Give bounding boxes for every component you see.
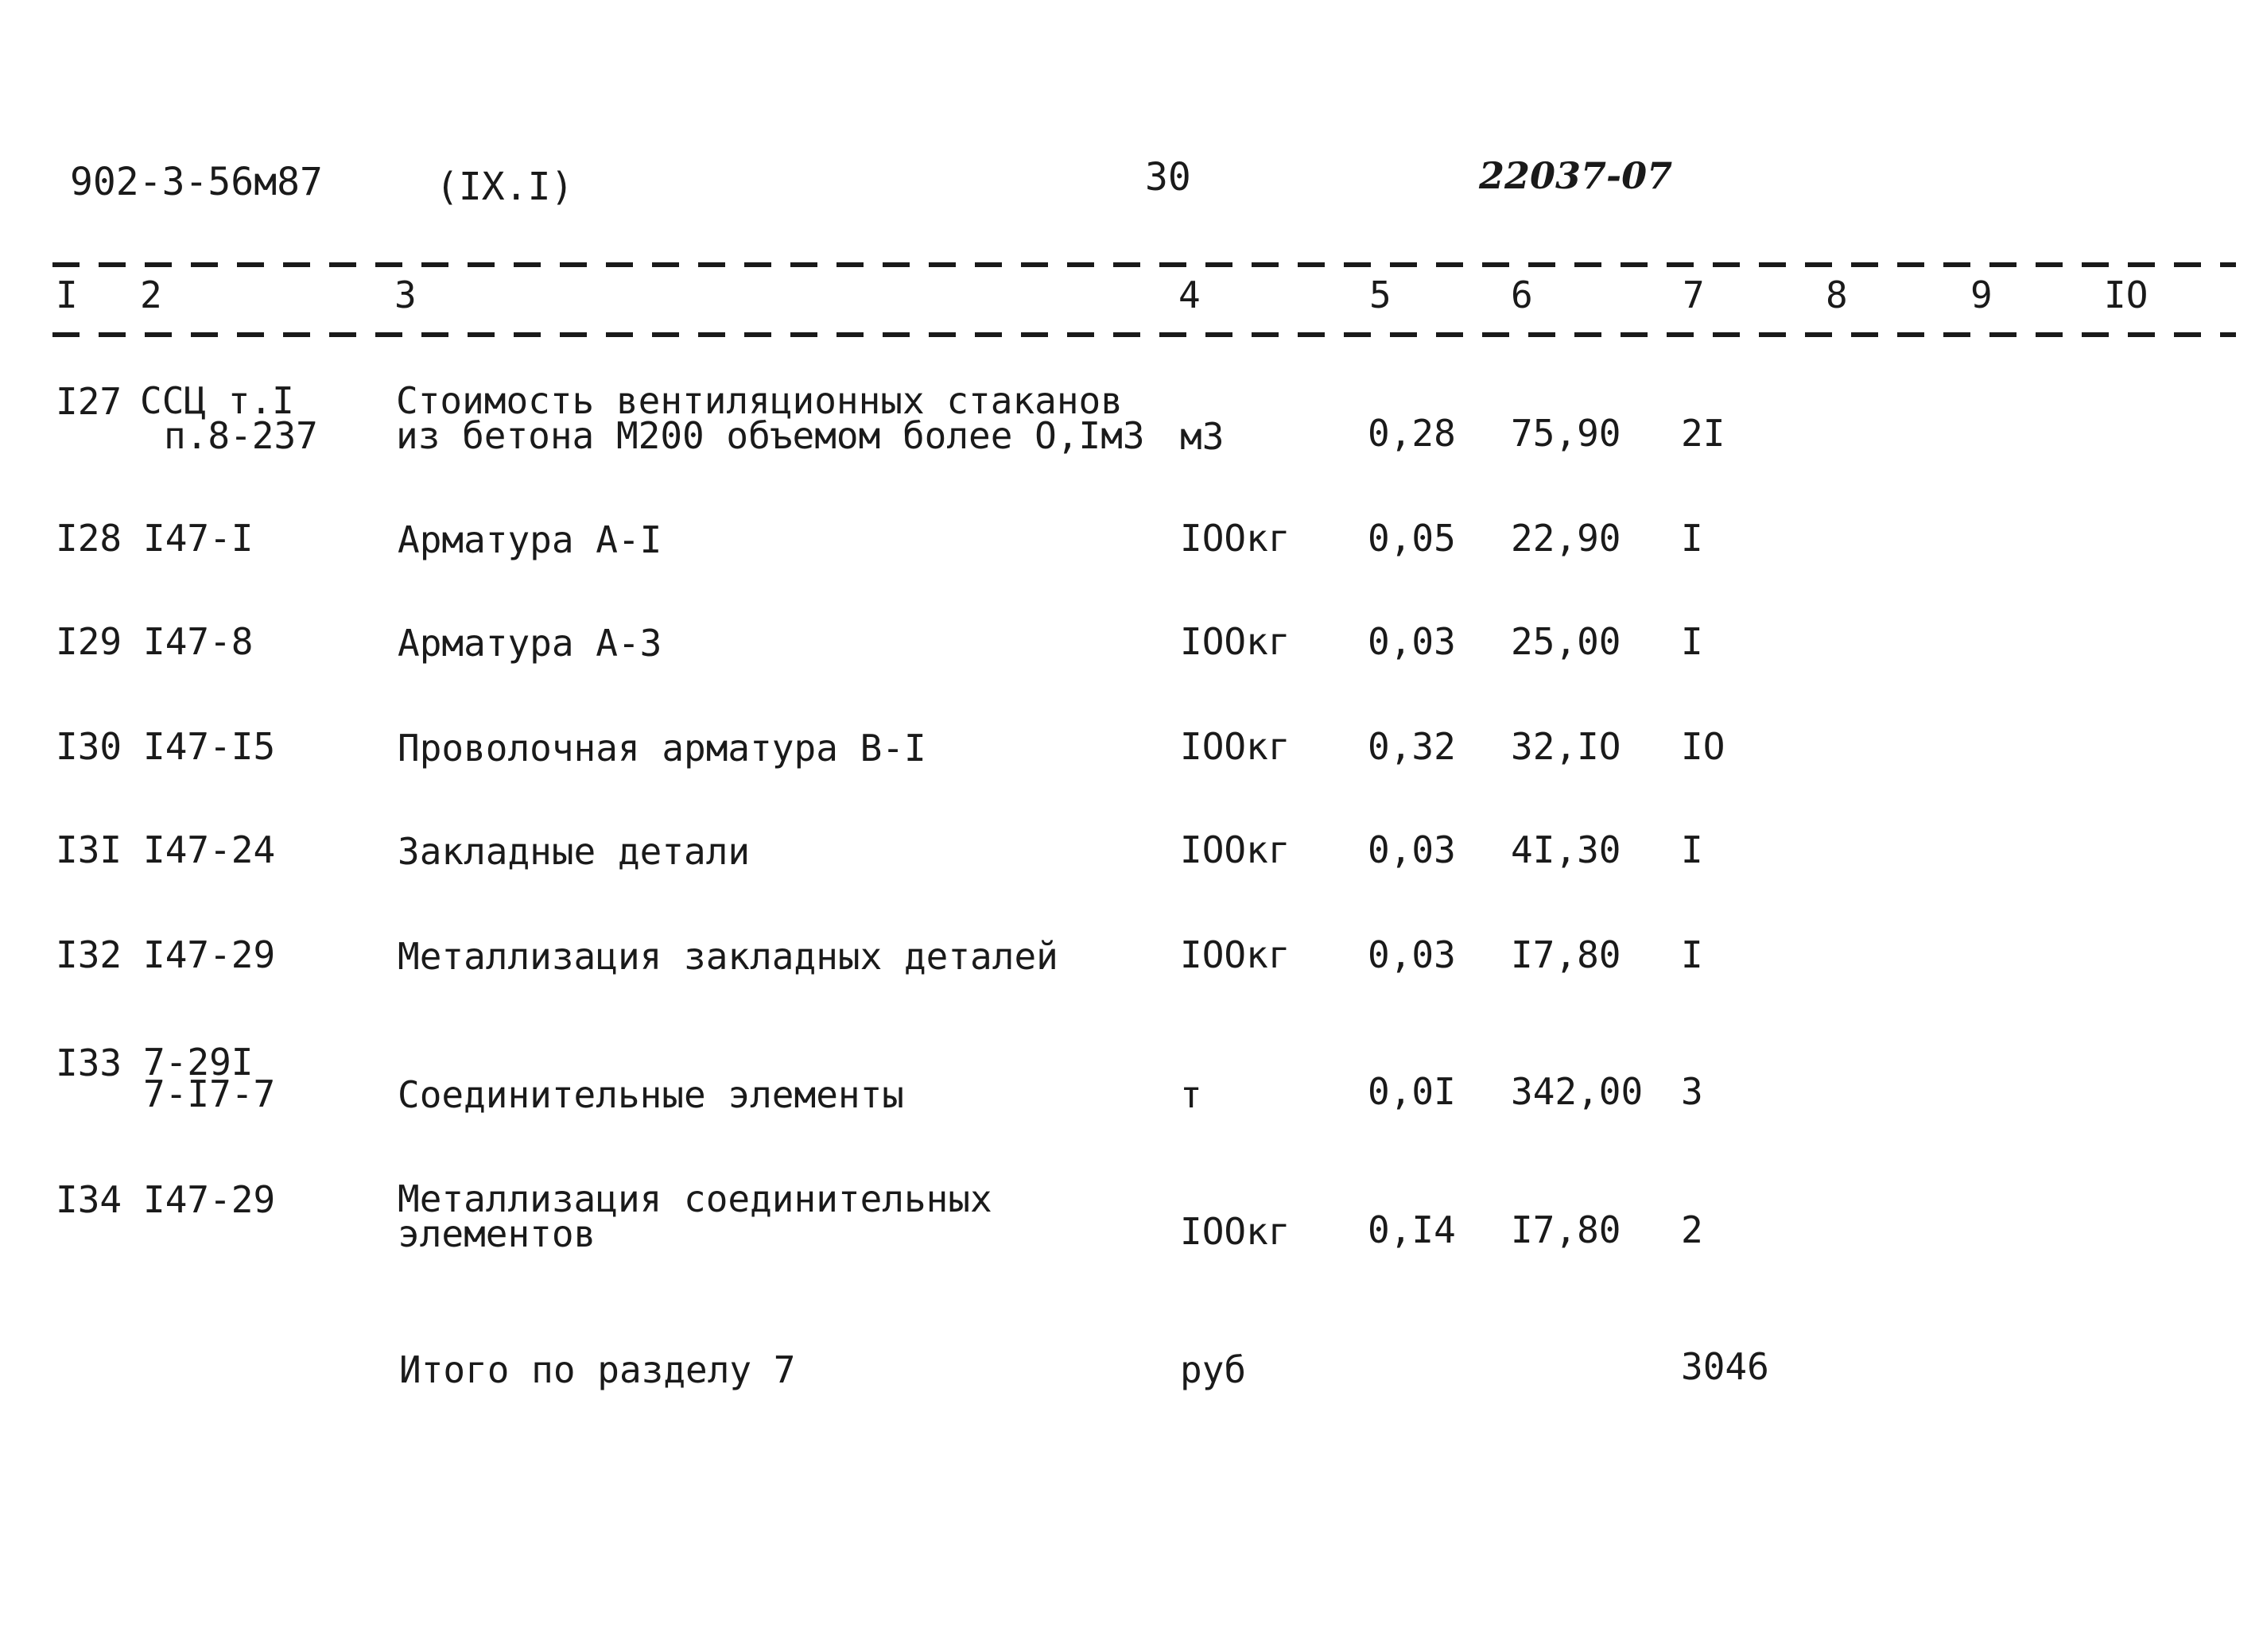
header-rule-top [52, 262, 2236, 267]
quantity: 0,03 [1368, 933, 1456, 976]
quantity: 0,05 [1368, 517, 1456, 560]
total-cost: I [1681, 620, 1703, 663]
column-header-1: I [56, 273, 78, 316]
item-name: Металлизация закладных деталей [398, 935, 1058, 978]
quantity: 0,32 [1368, 725, 1456, 768]
row-number: I3I [56, 828, 122, 871]
unit-price: 4I,30 [1511, 828, 1621, 871]
reference-code: I47-24 [143, 828, 276, 871]
unit-price: 32,IO [1511, 725, 1621, 768]
item-name: Арматура А-I [398, 518, 662, 561]
unit-price: 342,00 [1511, 1070, 1644, 1113]
total-cost: I [1681, 517, 1703, 560]
unit: IOOкг [1180, 517, 1291, 560]
quantity: 0,0I [1368, 1070, 1456, 1113]
column-header-9: 9 [1970, 273, 1993, 316]
unit: IOOкг [1180, 1210, 1291, 1253]
item-name: из бетона М200 объемом более О,Iм3 [396, 414, 1145, 457]
item-name: Арматура А-3 [398, 622, 662, 665]
column-header-2: 2 [140, 273, 162, 316]
reference-code: I47-I5 [143, 725, 276, 768]
total-cost: 3 [1681, 1070, 1703, 1113]
quantity: 0,03 [1368, 620, 1456, 663]
quantity: 0,03 [1368, 828, 1456, 871]
item-name: элементов [398, 1212, 596, 1255]
column-header-8: 8 [1826, 273, 1848, 316]
row-number: I27 [56, 380, 122, 423]
column-header-10: IO [2104, 273, 2148, 316]
item-name: Проволочная арматура В-I [398, 727, 926, 770]
document-code: 902-3-56м87 [70, 160, 323, 204]
header-rule-bottom [52, 332, 2236, 337]
column-header-4: 4 [1178, 273, 1201, 316]
unit-price: I7,80 [1511, 1208, 1621, 1251]
unit: IOOкг [1180, 620, 1291, 663]
column-header-7: 7 [1683, 273, 1705, 316]
total-cost: 2I [1681, 412, 1725, 455]
unit-price: 22,90 [1511, 517, 1621, 560]
unit-price: 75,90 [1511, 412, 1621, 455]
reference-code: I47-I [143, 517, 254, 560]
item-name: Стоимость вентиляционных стаканов [396, 379, 1123, 422]
reference-code: ССЦ т.I [140, 379, 294, 422]
row-number: I34 [56, 1178, 122, 1221]
reference-code: 7-I7-7 [143, 1072, 276, 1115]
total-cost: 2 [1681, 1208, 1703, 1251]
item-name: Соединительные элементы [398, 1073, 904, 1116]
unit: м3 [1180, 415, 1225, 458]
section-code: (IX.I) [436, 165, 574, 209]
reference-code: 7-29I [143, 1041, 254, 1084]
reference-code: I47-29 [143, 933, 276, 976]
row-number: I29 [56, 620, 122, 663]
summary-label: Итого по разделу 7 [399, 1348, 796, 1391]
unit: IOOкг [1180, 933, 1291, 976]
unit-price: I7,80 [1511, 933, 1621, 976]
reference-code: I47-29 [143, 1178, 276, 1221]
column-header-5: 5 [1369, 273, 1392, 316]
inventory-number: 22037-07 [1479, 154, 1673, 197]
row-number: I28 [56, 517, 122, 560]
unit: т [1180, 1073, 1202, 1116]
row-number: I30 [56, 725, 122, 768]
total-cost: I [1681, 828, 1703, 871]
summary-unit: руб [1180, 1348, 1247, 1391]
row-number: I33 [56, 1041, 122, 1084]
column-header-6: 6 [1511, 273, 1533, 316]
unit-price: 25,00 [1511, 620, 1621, 663]
total-cost: I [1681, 933, 1703, 976]
unit: IOOкг [1180, 828, 1291, 871]
quantity: 0,I4 [1368, 1208, 1456, 1251]
column-header-3: 3 [394, 273, 417, 316]
item-name: Закладные детали [398, 830, 751, 873]
quantity: 0,28 [1368, 412, 1456, 455]
page-number: 30 [1145, 155, 1191, 200]
unit: IOOкг [1180, 725, 1291, 768]
total-cost: IO [1681, 725, 1725, 768]
reference-code: I47-8 [143, 620, 254, 663]
summary-total: 3046 [1681, 1345, 1769, 1388]
row-number: I32 [56, 933, 122, 976]
item-name: Металлизация соединительных [398, 1177, 992, 1220]
reference-code: п.8-237 [164, 414, 318, 457]
